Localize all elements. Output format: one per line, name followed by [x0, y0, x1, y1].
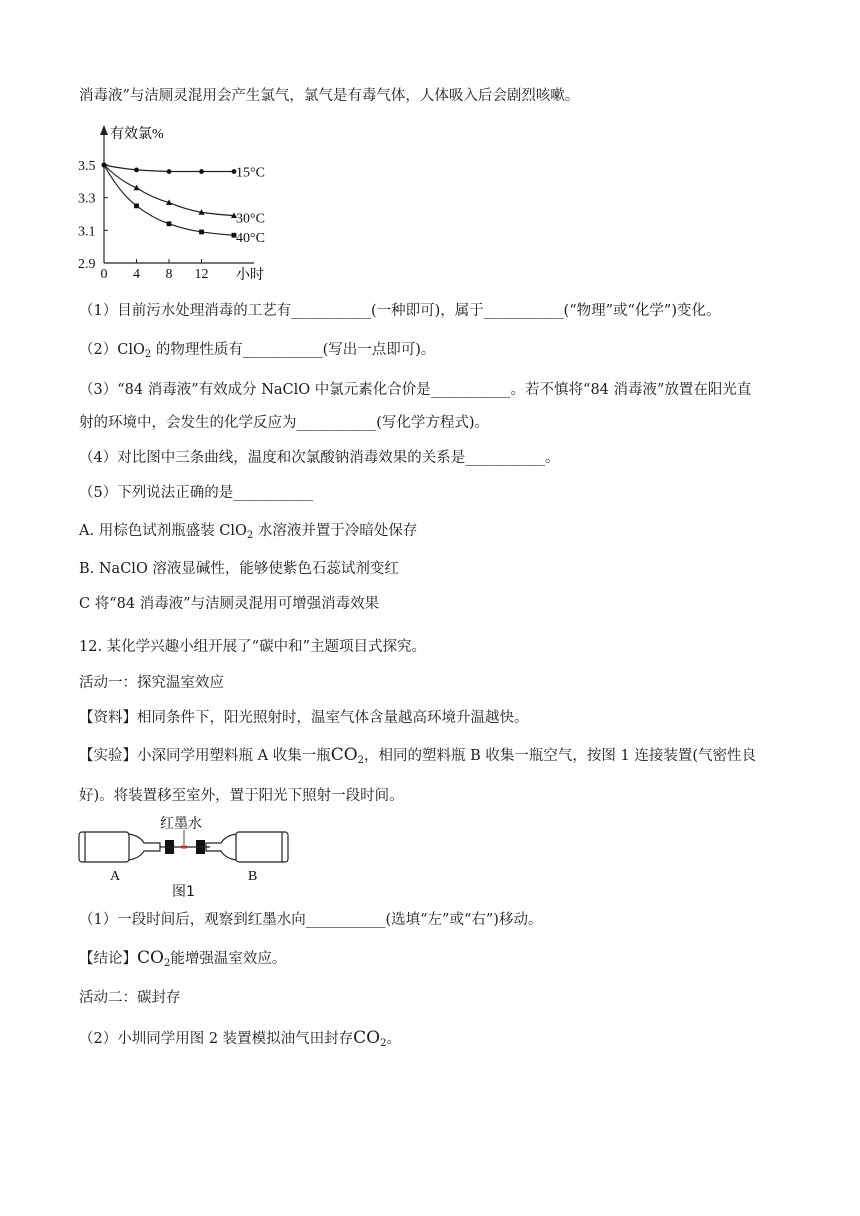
activity-1-heading: 活动一：探究温室效应	[79, 675, 224, 691]
data-point	[199, 230, 204, 235]
part-2-question: （2）小圳同学用图 2 装置模拟油气田封存$CO_2$。	[79, 1028, 401, 1049]
x-axis-label: 小时	[236, 268, 264, 281]
experiment-line-1: 【实验】小深同学用塑料瓶 A 收集一瓶$CO_2$，相同的塑料瓶 B 收集一瓶空气，按图 1 连接装置(气密性良	[79, 745, 757, 766]
info-paragraph: 【资料】相同条件下，阳光照射时，温室气体含量越高环境升温越快。	[79, 710, 529, 726]
series-label: 15°C	[236, 165, 265, 181]
question-2: （2）ClO$_2$ 的物理性质有___________(写出一点即可)。	[79, 342, 436, 360]
data-point	[102, 163, 107, 168]
x-tick-label: 12	[194, 267, 209, 281]
question-12: 12. 某化学兴趣小组开展了“碳中和”主题项目式探究。	[79, 639, 426, 655]
data-point	[167, 169, 172, 174]
x-tick-label: 8	[165, 267, 173, 281]
question-3-line-2: 射的环境中，会发生的化学反应为___________(写化学方程式)。	[79, 415, 490, 431]
question-3-line-1: （3）“84 消毒液”有效成分 NaClO 中氯元素化合价是___________。若不慎将“84 消毒液”放置在阳光直	[79, 382, 752, 398]
y-tick-label: 3.3	[78, 191, 96, 207]
red-ink-label: 红墨水	[160, 816, 202, 832]
question-5: （5）下列说法正确的是___________	[79, 485, 313, 501]
data-point	[199, 169, 204, 174]
conclusion: 【结论】$CO_2$能增强温室效应。	[79, 948, 287, 969]
option-a: A. 用棕色试剂瓶盛装 ClO$_2$ 水溶液并置于冷暗处保存	[79, 523, 418, 541]
label-a: A	[110, 869, 121, 884]
y-axis-label: 有效氯%	[110, 127, 164, 142]
chlorine-decay-chart	[76, 121, 276, 281]
question-4: （4）对比图中三条曲线，温度和次氯酸钠消毒效果的关系是___________。	[79, 450, 560, 466]
figure-1-apparatus	[76, 812, 296, 900]
label-b: B	[248, 869, 258, 884]
y-tick-label: 3.5	[78, 159, 96, 174]
data-point	[134, 168, 139, 173]
y-tick-label: 2.9	[78, 257, 96, 272]
data-point	[167, 221, 172, 226]
axes	[100, 125, 254, 263]
y-tick-label: 3.1	[78, 224, 96, 240]
option-c: C 将“84 消毒液”与洁厕灵混用可增强消毒效果	[79, 596, 380, 612]
text-line: 消毒液”与洁厕灵混用会产生氯气，氯气是有毒气体，人体吸入后会剧烈咳嗽。	[79, 88, 580, 104]
data-point	[134, 203, 139, 208]
x-tick-label: 0	[100, 267, 108, 281]
figure-1-caption: 图1	[172, 884, 195, 900]
x-tick-label: 4	[133, 267, 140, 281]
activity-2-heading: 活动二：碳封存	[79, 990, 181, 1006]
bottle-b	[206, 832, 288, 862]
bottle-a	[79, 832, 160, 862]
option-b: B. NaClO 溶液显碱性，能够使紫色石蕊试剂变红	[79, 561, 399, 577]
experiment-line-2: 好)。将装置移至室外，置于阳光下照射一段时间。	[79, 788, 404, 804]
question-1: （1）目前污水处理消毒的工艺有___________(一种即可)，属于___________(“物理”或“化学”)变化。	[79, 303, 721, 319]
series-label: 40°C	[236, 231, 265, 247]
part-1-question: （1）一段时间后，观察到红墨水向___________(选填“左”或“右”)移动。	[79, 912, 543, 928]
series-label: 30°C	[236, 211, 265, 227]
red-ink-drop	[181, 846, 187, 849]
